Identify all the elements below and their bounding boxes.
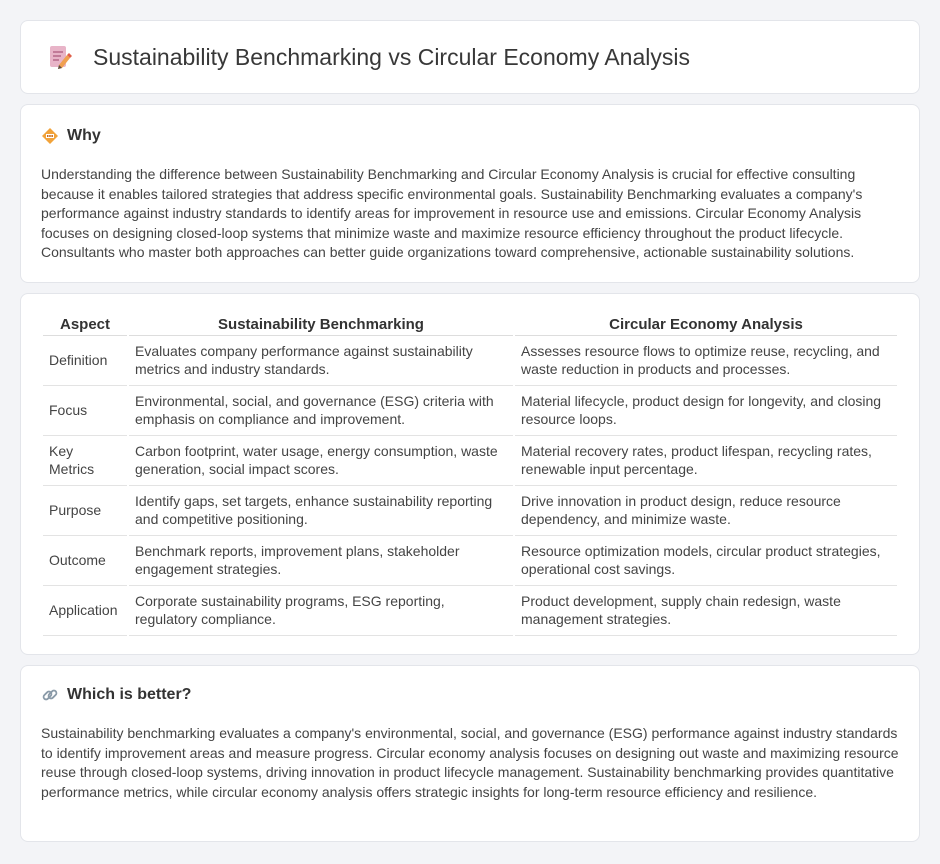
circular-cell: Material recovery rates, product lifespan, recycling rates, renewable input percentage. xyxy=(515,436,897,486)
document-pencil-icon xyxy=(45,43,73,71)
table-row xyxy=(43,536,897,586)
diamond-warning-icon xyxy=(41,127,59,145)
aspect-cell: Application xyxy=(43,586,127,636)
which-is-better-section xyxy=(20,665,920,842)
benchmarking-cell: Benchmark reports, improvement plans, stakeholder engagement strategies. xyxy=(129,536,513,586)
circular-cell: Product development, supply chain redesign, waste management strategies. xyxy=(515,586,897,636)
table-row xyxy=(43,436,897,486)
better-header xyxy=(41,686,899,704)
why-section xyxy=(20,104,920,283)
page-title: Sustainability Benchmarking vs Circular Economy Analysis xyxy=(93,43,690,70)
column-header-benchmarking: Sustainability Benchmarking xyxy=(129,314,513,336)
column-header-aspect: Aspect xyxy=(43,314,127,336)
circular-cell: Drive innovation in product design, reduce resource dependency, and minimize waste. xyxy=(515,486,897,536)
benchmarking-cell: Evaluates company performance against sustainability metrics and industry standards. xyxy=(129,336,513,386)
benchmarking-cell: Corporate sustainability programs, ESG reporting, regulatory compliance. xyxy=(129,586,513,636)
aspect-cell: Key Metrics xyxy=(43,436,127,486)
circular-cell: Material lifecycle, product design for longevity, and closing resource loops. xyxy=(515,386,897,436)
table-row xyxy=(43,386,897,436)
benchmarking-cell: Environmental, social, and governance (ESG) criteria with emphasis on compliance and improvement. xyxy=(129,386,513,436)
table-row xyxy=(43,336,897,386)
benchmarking-cell: Identify gaps, set targets, enhance sustainability reporting and competitive positioning. xyxy=(129,486,513,536)
title-card xyxy=(20,20,920,94)
why-heading: Why xyxy=(67,127,101,144)
aspect-cell: Definition xyxy=(43,336,127,386)
circular-cell: Assesses resource flows to optimize reuse, recycling, and waste reduction in products and processes. xyxy=(515,336,897,386)
comparison-table xyxy=(41,314,899,636)
table-row xyxy=(43,486,897,536)
aspect-cell: Focus xyxy=(43,386,127,436)
why-header xyxy=(41,127,899,145)
aspect-cell: Purpose xyxy=(43,486,127,536)
circular-cell: Resource optimization models, circular product strategies, operational cost savings. xyxy=(515,536,897,586)
better-body: Sustainability benchmarking evaluates a company's environmental, social, and governance (ESG) performance against industry standards to identify improvement areas and measure progress. Circular economy analysis focuses on designing out waste and maximizing resource reuse through closed-loop systems, driving innovation in product lifecycle management. Sustainability benchmarking provides quantitative performance metrics, while circular economy analysis offers strategic insights for long-term resource efficiency and resilience. xyxy=(41,725,899,800)
better-heading: Which is better? xyxy=(67,686,192,703)
column-header-circular: Circular Economy Analysis xyxy=(515,314,897,336)
table-header-row xyxy=(43,314,897,336)
comparison-table-card xyxy=(20,293,920,655)
table-row xyxy=(43,586,897,636)
aspect-cell: Outcome xyxy=(43,536,127,586)
link-icon xyxy=(41,686,59,704)
benchmarking-cell: Carbon footprint, water usage, energy consumption, waste generation, social impact scores. xyxy=(129,436,513,486)
why-body: Understanding the difference between Sustainability Benchmarking and Circular Economy Analysis is crucial for effective consulting because it enables tailored strategies that address specific environmental goals. Sustainability Benchmarking evaluates a company's performance against industry standards to identify areas for improvement in resource use and emissions. Circular Economy Analysis focuses on designing closed-loop systems that minimize waste and maximize resource efficiency throughout the product lifecycle. Consultants who master both approaches can better guide organizations toward comprehensive, actionable sustainability solutions. xyxy=(41,166,863,260)
